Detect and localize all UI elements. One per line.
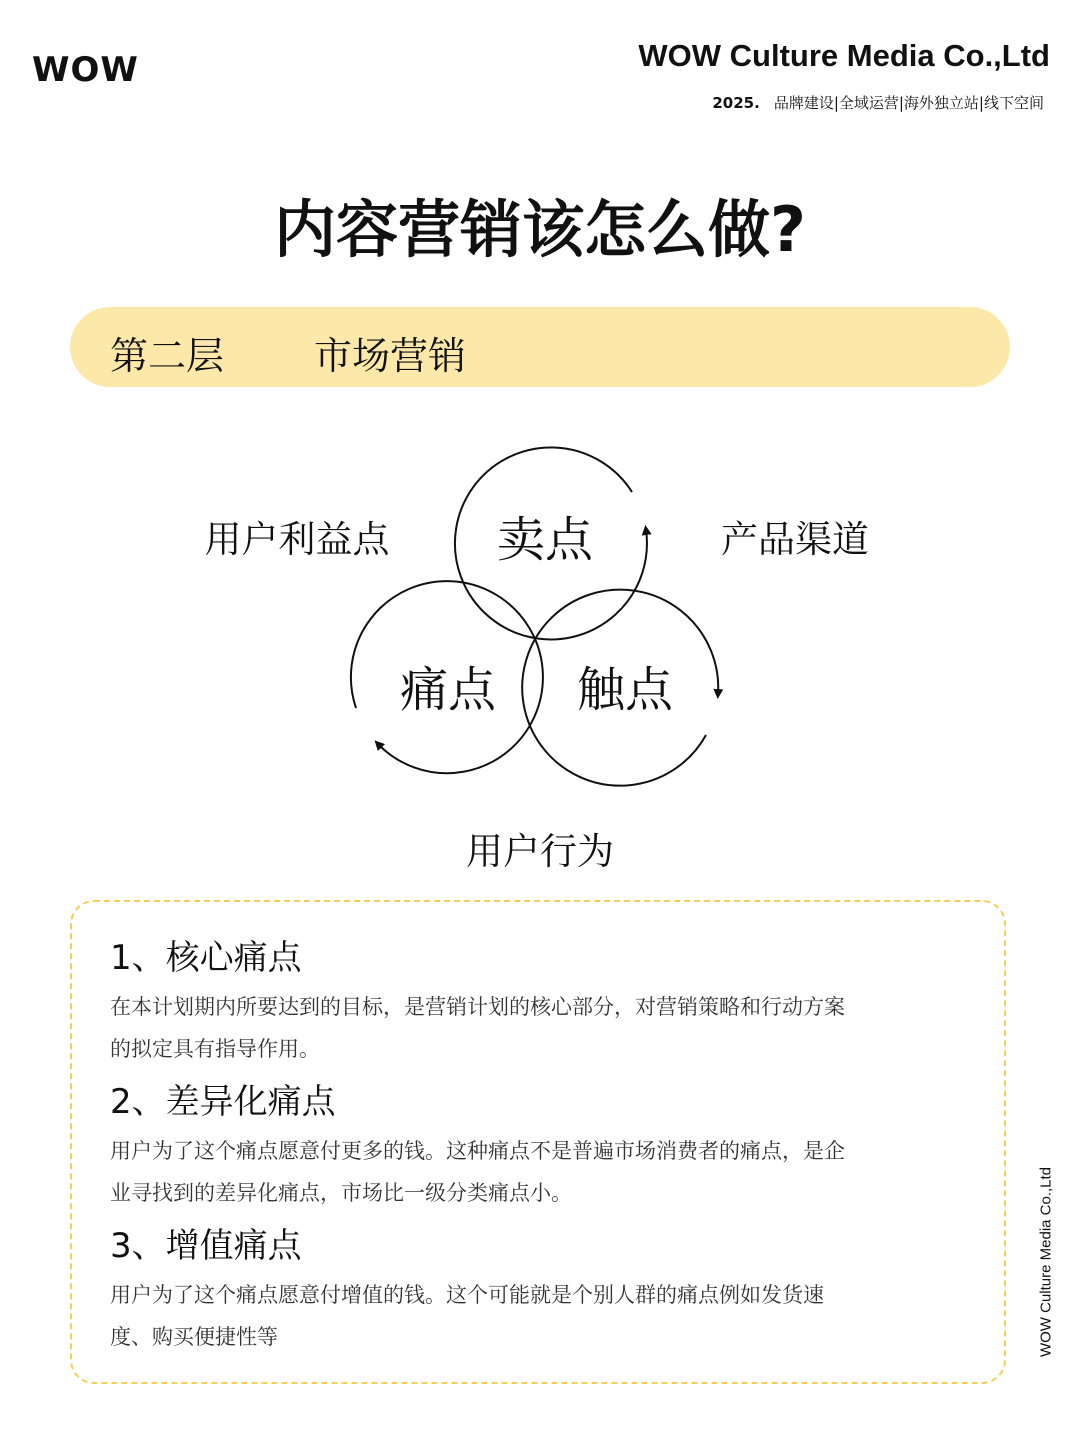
- item-body: [110, 1274, 980, 1358]
- page-title: 内容营销该怎么做?: [274, 193, 806, 266]
- outer-label-left: 用户利益点: [204, 518, 390, 561]
- circle-label-left: 痛点: [399, 662, 497, 718]
- item-body: [110, 1130, 980, 1214]
- item-heading: 2、差异化痛点: [110, 1082, 336, 1122]
- item-body-line: 用户为了这个痛点愿意付增值的钱。这个可能就是个别人群的痛点例如发货速: [110, 1283, 824, 1307]
- item-body-line: 用户为了这个痛点愿意付更多的钱。这种痛点不是普遍市场消费者的痛点，是企: [110, 1139, 845, 1163]
- item-body-line: 度、购买便捷性等: [110, 1325, 278, 1349]
- circle-label-right: 触点: [576, 662, 674, 718]
- list-item: [110, 936, 980, 1070]
- item-heading: 3、增值痛点: [110, 1226, 302, 1266]
- item-body: [110, 986, 980, 1070]
- item-body-line: 业寻找到的差异化痛点，市场比一级分类痛点小。: [110, 1181, 572, 1205]
- logo: WOW: [32, 50, 139, 90]
- list-item: [110, 1080, 980, 1214]
- item-body-line: 在本计划期内所要达到的目标，是营销计划的核心部分，对营销策略和行动方案: [110, 995, 845, 1019]
- outer-label-bottom: 用户行为: [466, 830, 614, 873]
- circle-label-top: 卖点: [496, 512, 594, 568]
- info-box: [70, 900, 1006, 1384]
- list-item: [110, 1224, 980, 1358]
- layer-label: 第二层: [110, 334, 225, 378]
- side-company-text: WOW Culture Media Co.,Ltd: [1037, 1166, 1055, 1358]
- layer-value: 市场营销: [314, 334, 467, 378]
- tagline-year: 2025.: [712, 94, 760, 112]
- item-heading: 1、核心痛点: [110, 938, 302, 978]
- tagline-services: 品牌建设|全域运营|海外独立站|线下空间: [773, 94, 1044, 112]
- company-name: WOW Culture Media Co.,Ltd: [638, 38, 1050, 73]
- outer-label-right: 产品渠道: [721, 518, 869, 561]
- item-body-line: 的拟定具有指导作用。: [110, 1037, 320, 1061]
